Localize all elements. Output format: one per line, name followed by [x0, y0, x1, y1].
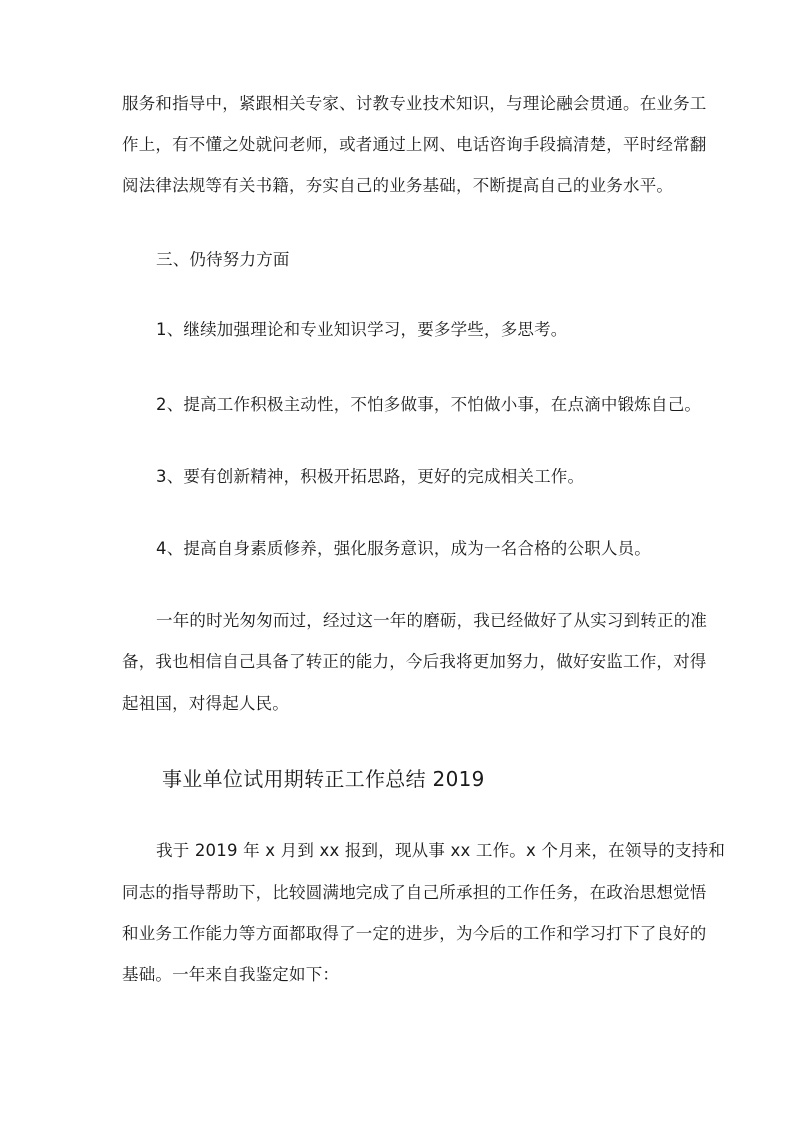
closing-line-2: 备，我也相信自己具备了转正的能力，今后我将更加努力，做好安监工作，对得	[122, 652, 707, 671]
intro-line-2: 作上，有不懂之处就问老师，或者通过上网、电话咨询手段搞清楚，平时经常翻	[122, 135, 707, 154]
intro-line-3: 阅法律法规等有关书籍，夯实自己的业务基础，不断提高自己的业务水平。	[122, 176, 674, 195]
article-line-4: 基础。一年来自我鉴定如下：	[122, 965, 340, 984]
section-item-1: 1、继续加强理论和专业知识学习，要多学些，多思考。	[156, 320, 568, 339]
section-item-2: 2、提高工作积极主动性，不怕多做事，不怕做小事，在点滴中锻炼自己。	[156, 395, 702, 414]
article-line-2: 同志的指导帮助下，比较圆满地完成了自己所承担的工作任务，在政治思想觉悟	[122, 883, 707, 902]
section-item-3: 3、要有创新精神，积极开拓思路，更好的完成相关工作。	[156, 467, 585, 486]
closing-line-1: 一年的时光匆匆而过，经过这一年的磨砺，我已经做好了从实习到转正的准	[156, 611, 708, 630]
section-three-title: 三、仍待努力方面	[156, 250, 290, 269]
intro-line-1: 服务和指导中，紧跟相关专家、讨教专业技术知识，与理论融会贯通。在业务工	[122, 94, 707, 113]
article-line-3: 和业务工作能力等方面都取得了一定的进步，为今后的工作和学习打下了良好的	[122, 924, 707, 943]
section-item-4: 4、提高自身素质修养，强化服务意识，成为一名合格的公职人员。	[156, 539, 651, 558]
article-line-1: 我于 2019 年 x 月到 xx 报到，现从事 xx 工作。x 个月来，在领导的支持和	[156, 841, 726, 860]
article-title: 事业单位试用期转正工作总结 2019	[162, 767, 485, 791]
closing-line-3: 起祖国，对得起人民。	[122, 694, 289, 713]
